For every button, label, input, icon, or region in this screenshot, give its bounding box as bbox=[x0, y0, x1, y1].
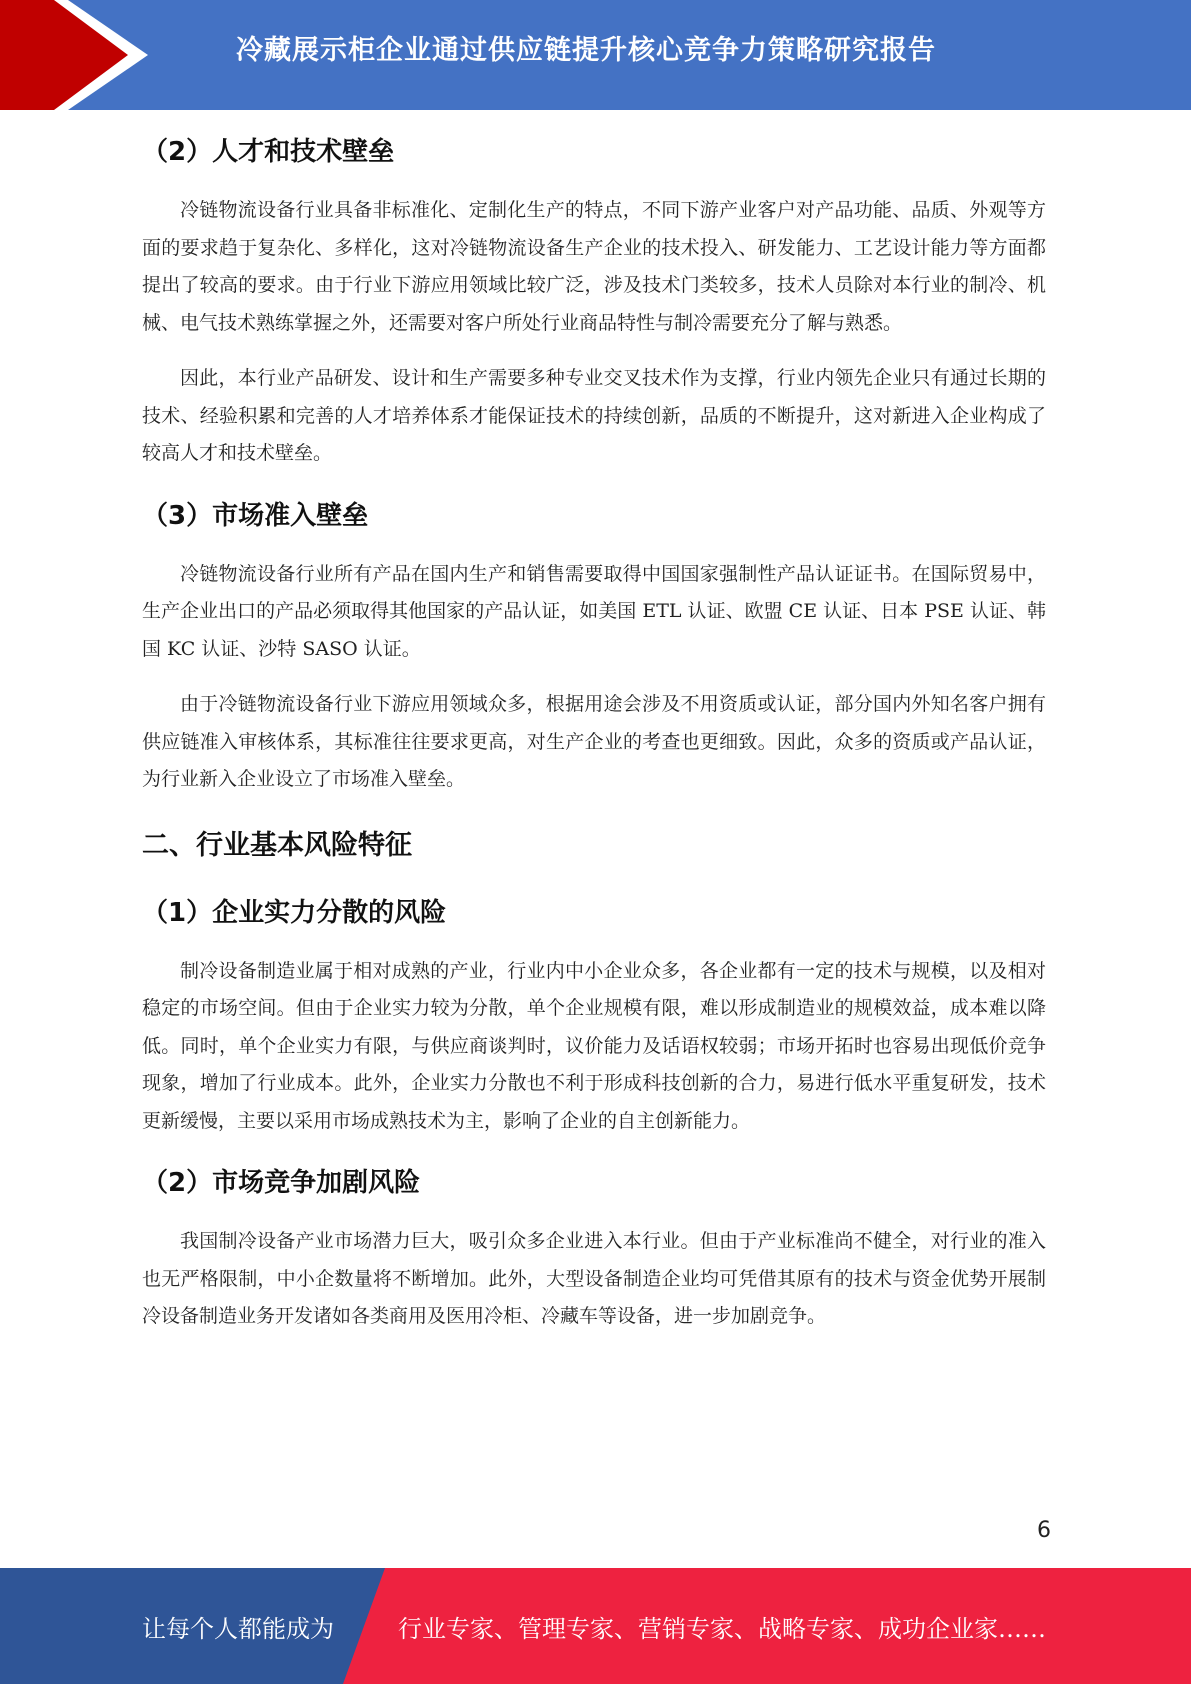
footer-slogan-left: 让每个人都能成为 bbox=[142, 1615, 334, 1643]
paragraph: 我国制冷设备产业市场潜力巨大，吸引众多企业进入本行业。但由于产业标准尚不健全，对行业的准入也无严格限制，中小企数量将不断增加。此外，大型设备制造企业均可凭借其原有的技术与资金优势开展制冷设备制造业务开发诸如各类商用及医用冷柜、冷藏车等设备，进一步加剧竞争。 bbox=[142, 1230, 1046, 1327]
paragraph: 制冷设备制造业属于相对成熟的产业，行业内中小企业众多，各企业都有一定的技术与规模，以及相对稳定的市场空间。但由于企业实力较为分散，单个企业规模有限，难以形成制造业的规模效益，成本难以降低。同时，单个企业实力有限，与供应商谈判时，议价能力及话语权较弱；市场开拓时也容易出现低价竞争现象，增加了行业成本。此外，企业实力分散也不利于形成科技创新的合力，易进行低水平重复研发，技术更新缓慢，主要以采用市场成熟技术为主，影响了企业的自主创新能力。 bbox=[142, 959, 1046, 1132]
section-heading-talent: （2）人才和技术壁垒 bbox=[142, 137, 395, 167]
page-number: 6 bbox=[1037, 1518, 1051, 1543]
header-title: 冷藏展示柜企业通过供应链提升核心竞争力策略研究报告 bbox=[236, 35, 936, 66]
section-heading-dispersion: （1）企业实力分散的风险 bbox=[142, 897, 447, 928]
paragraph: 冷链物流设备行业具备非标准化、定制化生产的特点，不同下游产业客户对产品功能、品质、外观等方面的要求趋于复杂化、多样化，这对冷链物流设备生产企业的技术投入、研发能力、工艺设计能力等方面都提出了较高的要求。由于行业下游应用领域比较广泛，涉及技术门类较多，技术人员除对本行业的制冷、机械、电气技术熟练掌握之外，还需要对客户所处行业商品特性与制冷需要充分了解与熟悉。 bbox=[142, 199, 1046, 334]
page-footer bbox=[0, 1568, 1191, 1684]
chapter-heading-risk: 二、行业基本风险特征 bbox=[142, 829, 412, 861]
section-heading-market-access: （3）市场准入壁垒 bbox=[142, 500, 369, 531]
section-heading-competition: （2）市场竞争加剧风险 bbox=[142, 1168, 421, 1198]
page-header bbox=[0, 0, 1191, 110]
paragraph: 冷链物流设备行业所有产品在国内生产和销售需要取得中国国家强制性产品认证证书。在国际贸易中，生产企业出口的产品必须取得其他国家的产品认证，如美国 ETL 认证、欧盟 CE 认证、日本 PSE 认证、韩国 KC 认证、沙特 SASO 认证。 bbox=[142, 562, 1046, 660]
paragraph: 因此，本行业产品研发、设计和生产需要多种专业交叉技术作为支撑，行业内领先企业只有通过长期的技术、经验积累和完善的人才培养体系才能保证技术的持续创新，品质的不断提升，这对新进入企业构成了较高人才和技术壁垒。 bbox=[142, 367, 1046, 464]
page-content bbox=[142, 125, 1046, 1336]
paragraph: 由于冷链物流设备行业下游应用领域众多，根据用途会涉及不用资质或认证，部分国内外知名客户拥有供应链准入审核体系，其标准往往要求更高，对生产企业的考查也更细致。因此，众多的资质或产品认证，为行业新入企业设立了市场准入壁垒。 bbox=[142, 693, 1046, 790]
footer-slogan-right: 行业专家、管理专家、营销专家、战略专家、成功企业家…… bbox=[398, 1615, 1046, 1643]
